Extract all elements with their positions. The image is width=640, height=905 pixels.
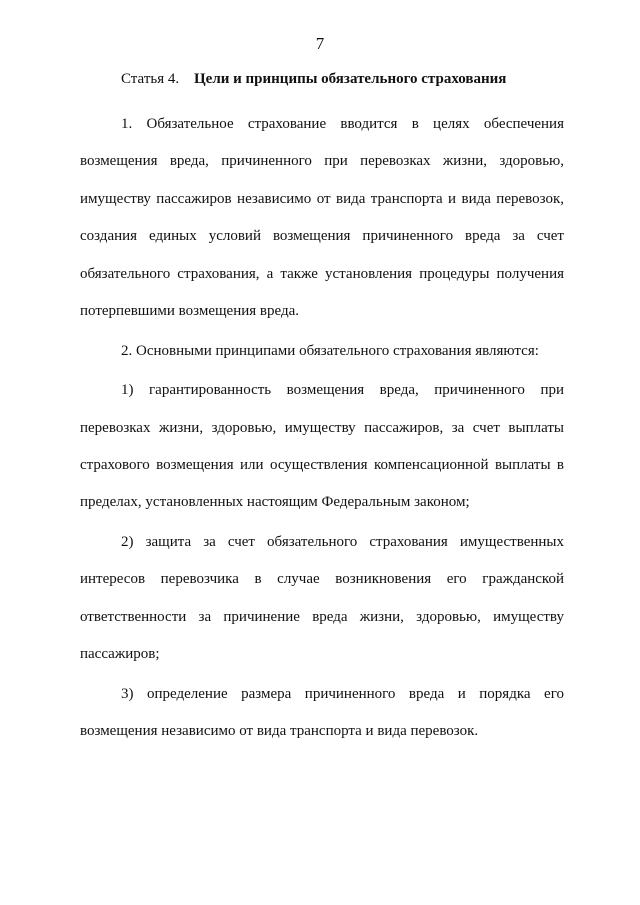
paragraph-line: 1. Обязательное страхование вводится в целях обеспечения: [121, 116, 564, 132]
paragraph-line: 1) гарантированность возмещения вреда, причиненного при: [121, 382, 564, 398]
article-heading: [121, 71, 506, 88]
paragraph-line: ответственности за причинение вреда жизни, здоровью, имуществу: [80, 609, 564, 625]
paragraph-line: пассажиров;: [80, 646, 160, 662]
page-number: 7: [315, 34, 325, 53]
paragraph-line: перевозках жизни, здоровью, имуществу пассажиров, за счет выплаты: [80, 420, 564, 436]
paragraph-line: возмещения вреда, причиненного при перевозках жизни, здоровью,: [80, 153, 564, 169]
paragraph-line: потерпевшими возмещения вреда.: [80, 303, 299, 319]
paragraph-line: создания единых условий возмещения причиненного вреда за счет: [80, 228, 564, 244]
paragraph-line: интересов перевозчика в случае возникновения его гражданской: [80, 571, 564, 587]
paragraph-line: возмещения независимо от вида транспорта и вида перевозок.: [80, 723, 479, 739]
article-title: Цели и принципы обязательного страхования: [194, 71, 507, 87]
paragraph-line: пределах, установленных настоящим Федеральным законом;: [80, 494, 470, 510]
article-label: Статья 4.: [121, 71, 180, 87]
paragraph-line: имуществу пассажиров независимо от вида транспорта и вида перевозок,: [80, 191, 564, 207]
paragraph-line: обязательного страхования, а также установления процедуры получения: [80, 266, 564, 282]
paragraph-line: 2) защита за счет обязательного страхования имущественных: [121, 534, 564, 550]
paragraph-line: страхового возмещения или осуществления компенсационной выплаты в: [80, 457, 564, 473]
paragraph-line: 3) определение размера причиненного вреда и порядка его: [121, 686, 564, 702]
paragraph-line: 2. Основными принципами обязательного страхования являются:: [121, 343, 539, 359]
